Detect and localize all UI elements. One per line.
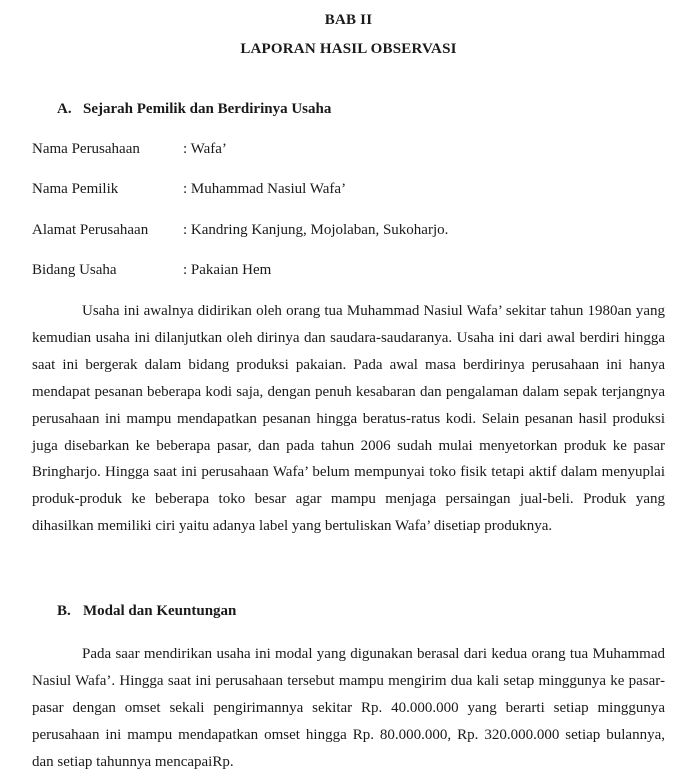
field-label: Nama Perusahaan (32, 141, 140, 157)
field-label: Nama Pemilik (32, 181, 119, 197)
paragraph-capital: Pada saar mendirikan usaha ini modal yang digunakan berasal dari kedua orang tua Muhammad Nasiul Wafa’. Hingga saat ini perusahaan tersebut mampu mengirim dua kali setap minggunya ke pasar-pasar dengan omset sekali pengirimannya sekitar Rp. 40.000.000 yang berarti setiap minggunya perusahaan ini mampu mendapatkan omset hingga Rp. 80.000.000, Rp. 320.000.000 setiap bulannya, dan setiap tahunnya mencapaiRp. (32, 646, 665, 770)
section-a-heading (57, 101, 331, 118)
field-label: Bidang Usaha (32, 262, 117, 278)
field-label: Alamat Perusahaan (32, 222, 149, 238)
section-b-title: Modal dan Keuntungan (83, 603, 237, 619)
section-b-heading (57, 603, 236, 620)
field-value: : Wafa’ (183, 141, 227, 157)
section-a-title: Sejarah Pemilik dan Berdirinya Usaha (83, 101, 332, 117)
field-value: : Pakaian Hem (183, 262, 272, 278)
section-b-number: B. (57, 603, 71, 619)
report-title: LAPORAN HASIL OBSERVASI (240, 41, 457, 57)
field-value: : Muhammad Nasiul Wafa’ (183, 181, 347, 197)
field-value: : Kandring Kanjung, Mojolaban, Sukoharjo. (183, 222, 449, 238)
field-company-name (32, 141, 227, 158)
paragraph-history: Usaha ini awalnya didirikan oleh orang tua Muhammad Nasiul Wafa’ sekitar tahun 1980an yang kemudian usaha ini dilanjutkan oleh dirinya dan saudara-saudaranya. Usaha ini dari awal berdiri hingga saat ini bergerak dalam bidang produksi pakaian. Pada awal masa berdirinya perusahaan ini hanya mendapat pesanan beberapa kodi saja, dengan penuh kesabaran dan pengalaman dalam sepak terjangnya perusahaan ini mampu mendapatkan pesanan hingga beratus-ratus kodi. Selain pesanan hasil produksi juga disebarkan ke beberapa pasar, dan pada tahun 2006 sudah mulai menyetorkan produk ke pasar Bringharjo. Hingga saat ini perusahaan Wafa’ belum mempunyai toko fisik tetapi aktif dalam menyuplai produk-produk ke beberapa toko besar agar mampu menjaga persaingan jual-beli. Produk yang dihasilkan memiliki ciri yaitu adanya label yang bertuliskan Wafa’ disetiap produknya. (32, 303, 665, 535)
section-a-number: A. (57, 101, 72, 117)
chapter-heading: BAB II (324, 12, 373, 28)
field-company-address (32, 222, 448, 239)
field-owner-name (32, 181, 346, 198)
field-business-type (32, 262, 271, 279)
